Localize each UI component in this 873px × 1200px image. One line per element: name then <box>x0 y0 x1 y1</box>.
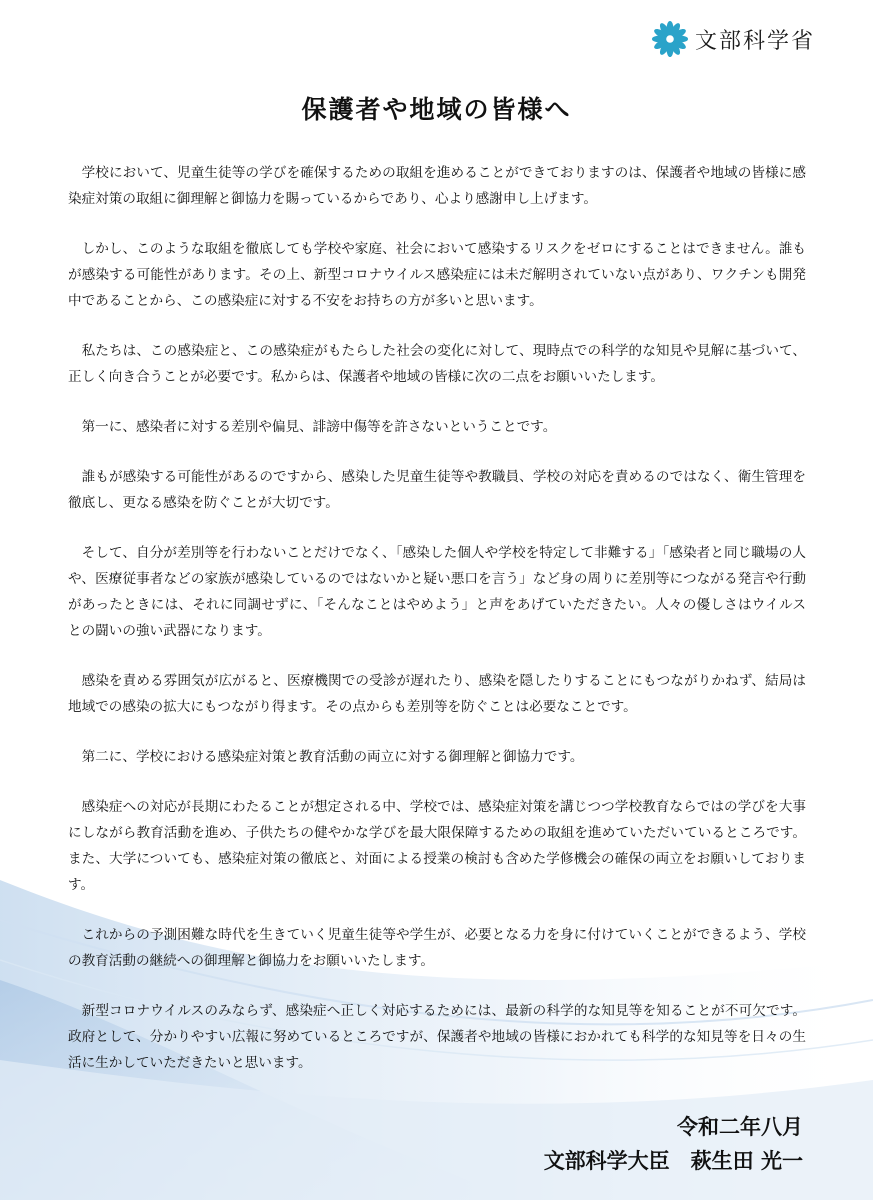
paragraph: 感染を責める雰囲気が広がると、医療機関での受診が遅れたり、感染を隠したりすることにもつながりかねず、結局は地域での感染の拡大にもつながり得ます。その点からも差別等を防ぐことは必要なことです。 <box>68 673 806 715</box>
ministry-name: 文部科学省 <box>694 28 815 54</box>
paragraph: これからの予測困難な時代を生きていく児童生徒等や学生が、必要となる力を身に付けていくことができるよう、学校の教育活動の継続への御理解と御協力をお願いいたします。 <box>68 927 806 969</box>
paragraph: しかし、このような取組を徹底しても学校や家庭、社会において感染するリスクをゼロにすることはできません。誰もが感染する可能性があります。その上、新型コロナウイルス感染症には未だ解明されていない点があり、ワクチンも開発中であることから、この感染症に対する不安をお持ちの方が多いと思います。 <box>68 241 806 309</box>
paragraph: そして、自分が差別等を行わないことだけでなく、「感染した個人や学校を特定して非難する」「感染者と同じ職場の人や、医療従事者などの家族が感染しているのではないかと疑い悪口を言う」など身の周りに差別等につながる発言や行動があったときには、それに同調せずに、「そんなことはやめよう」と声をあげていただきたい。人々の優しさはウイルスとの闘いの強い武器になります。 <box>68 545 806 639</box>
ministry-logo <box>651 20 815 58</box>
paragraph: 第一に、感染者に対する差別や偏見、誹謗中傷等を許さないということです。 <box>81 419 557 435</box>
signature-date: 令和二年八月 <box>677 1114 803 1139</box>
letter-body <box>68 160 806 1100</box>
paragraph: 感染症への対応が長期にわたることが想定される中、学校では、感染症対策を講じつつ学校教育ならではの学びを大事にしながら教育活動を進め、子供たちの健やかな学びを最大限保障するための取組を進めていただいているところです。また、大学についても、感染症対策の徹底と、対面による授業の検討も含めた学修機会の確保の両立をお願いしております。 <box>68 799 806 893</box>
paragraph: 私たちは、この感染症と、この感染症がもたらした社会の変化に対して、現時点での科学的な知見や見解に基づいて、正しく向き合うことが必要です。私からは、保護者や地域の皆様に次の二点をお願いいたします。 <box>68 343 806 385</box>
paragraph: 誰もが感染する可能性があるのですから、感染した児童生徒等や教職員、学校の対応を責めるのではなく、衛生管理を徹底し、更なる感染を防ぐことが大切です。 <box>68 469 806 511</box>
paragraph: 新型コロナウイルスのみならず、感染症へ正しく対応するためには、最新の科学的な知見等を知ることが不可欠です。政府として、分かりやすい広報に努めているところですが、保護者や地域の皆様におかれても科学的な知見等を日々の生活に生かしていただきたいと思います。 <box>68 1003 806 1071</box>
page-title: 保護者や地域の皆様へ <box>301 95 572 124</box>
paragraph: 学校において、児童生徒等の学びを確保するための取組を進めることができておりますのは、保護者や地域の皆様に感染症対策の取組に御理解と御協力を賜っているからであり、心より感謝申し上げます。 <box>68 165 806 207</box>
mext-flower-logo-icon <box>651 20 689 58</box>
signature-name: 文部科学大臣 萩生田 光一 <box>543 1148 803 1173</box>
paragraph: 第二に、学校における感染症対策と教育活動の両立に対する御理解と御協力です。 <box>81 749 584 765</box>
signature-block <box>544 1110 803 1178</box>
